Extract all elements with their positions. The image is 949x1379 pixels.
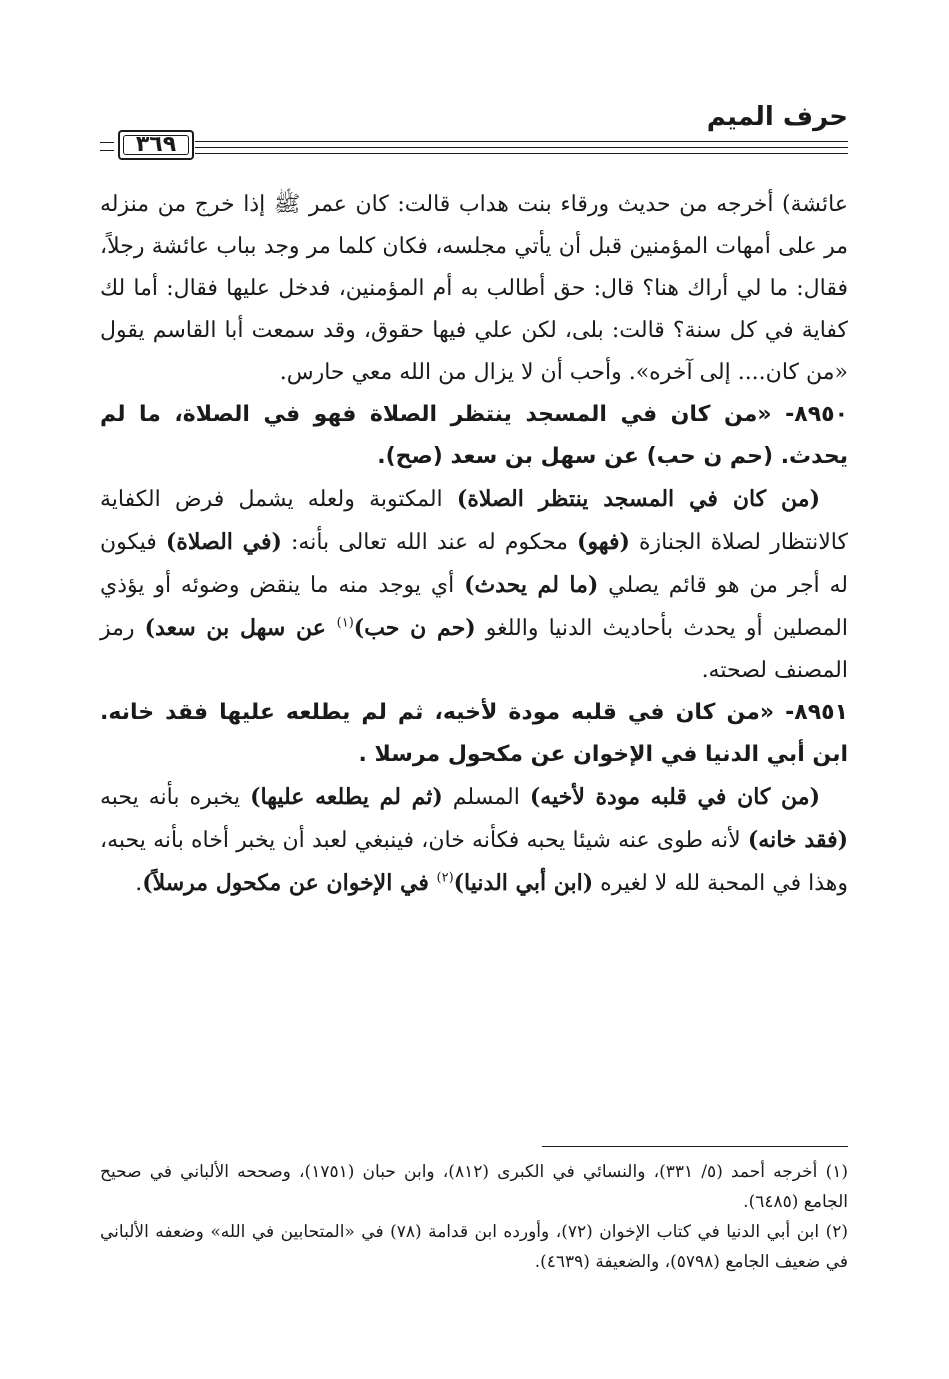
source-abbrev: (ابن أبي الدنيا) (453, 870, 594, 896)
quoted-phrase: (ما لم يحدث) (464, 572, 599, 598)
quoted-phrase: (فقد خانه) (747, 827, 848, 853)
footnote-ref-1[interactable]: (١) (336, 615, 354, 631)
commentary-text: لأنه طوى عنه شيئا يحبه فكأنه خان، فينبغي لعبد أن يخبر أخاه بأنه يحبه، وهذا في المحبة لله لا لغيره (100, 828, 848, 896)
header-rule (195, 147, 848, 148)
commentary-text: المسلم (442, 785, 530, 810)
commentary-text: يخبره بأنه يحبه (100, 785, 251, 810)
page-header (100, 100, 848, 160)
main-text (100, 184, 848, 905)
footnote-separator (542, 1146, 848, 1147)
commentary-8951 (100, 776, 848, 905)
commentary-text: المكتوبة ولعله يشمل فرض الكفاية كالانتظار لصلاة الجنازة (100, 487, 848, 555)
header-rule (195, 153, 848, 154)
footnote-ref-2[interactable]: (٢) (436, 870, 454, 886)
header-rule-left (100, 142, 114, 143)
commentary-text: أي يوجد منه ما ينقض وضوئه أو يؤذي المصلين أو يحدث بأحاديث الدنيا واللغو (100, 573, 848, 641)
hadith-8951: ٨٩٥١- «من كان في قلبه مودة لأخيه، ثم لم يطلعه عليها فقد خانه. ابن أبي الدنيا في الإخوان عن مكحول مرسلا . (100, 700, 848, 767)
quoted-phrase: (في الصلاة) (165, 529, 282, 555)
commentary-text: محكوم له عند الله تعالى بأنه: (281, 530, 578, 555)
quoted-phrase: (ثم لم يطلعه عليها) (250, 784, 443, 810)
narrator: عن سهل بن سعد) (144, 615, 337, 641)
footnote-2: (٢) ابن أبي الدنيا في كتاب الإخوان (٧٢)، وأورده ابن قدامة (٧٨) في «المتحابين في الله» وضعفه الألباني في ضعيف الجامع (٥٧٩٨)، والضعيفة (٤٦٣٩). (100, 1222, 848, 1272)
commentary-text: فيكون له أجر من هو قائم يصلي (100, 530, 848, 598)
paragraph-continuation: عائشة) أخرجه من حديث ورقاء بنت هداب قالت: كان عمر ﷺ إذا خرج من منزله مر على أمهات المؤمنين قبل أن يأتي مجلسه، فكان كلما مر وجد بباب عائشة رجلاً، فقال: ما لي أراك هنا؟ قال: حق أطالب به أم المؤمنين، فدخل عليها فقال: أما لك كفاية في كل سنة؟ قالت: بلى، لكن علي فيها حقوق، وقد سمعت أبا القاسم يقول «من كان.... إلى آخره». وأحب أن لا يزال من الله معي حارس. (100, 192, 848, 385)
quoted-phrase: (من كان في قلبه مودة لأخيه) (529, 784, 820, 810)
commentary-text: رمز المصنف لصحته. (100, 616, 848, 683)
narrator: في الإخوان عن مكحول مرسلاً) (142, 870, 437, 896)
header-rule-left (100, 150, 114, 151)
quoted-phrase: (فهو) (577, 529, 630, 555)
footnote-1: (١) أخرجه أحمد (٥/ ٣٣١)، والنسائي في الكبرى (٨١٢)، وابن حبان (١٧٥١)، وصححه الألباني في صحيح الجامع (٦٤٨٥). (100, 1162, 849, 1212)
footnotes (100, 1157, 848, 1277)
hadith-8950: ٨٩٥٠- «من كان في المسجد ينتظر الصلاة فهو في الصلاة، ما لم يحدث. (حم ن حب) عن سهل بن سعد (صح). (100, 402, 848, 469)
commentary-8950 (100, 478, 848, 692)
source-abbrev: (حم ن حب) (353, 615, 476, 641)
book-page (100, 0, 848, 1379)
running-title: حرف الميم (706, 102, 848, 132)
header-rule (195, 141, 848, 142)
page-number: ٣٦٩ (118, 130, 194, 160)
commentary-text: . (135, 871, 143, 896)
quoted-phrase: (من كان في المسجد ينتظر الصلاة) (456, 486, 820, 512)
